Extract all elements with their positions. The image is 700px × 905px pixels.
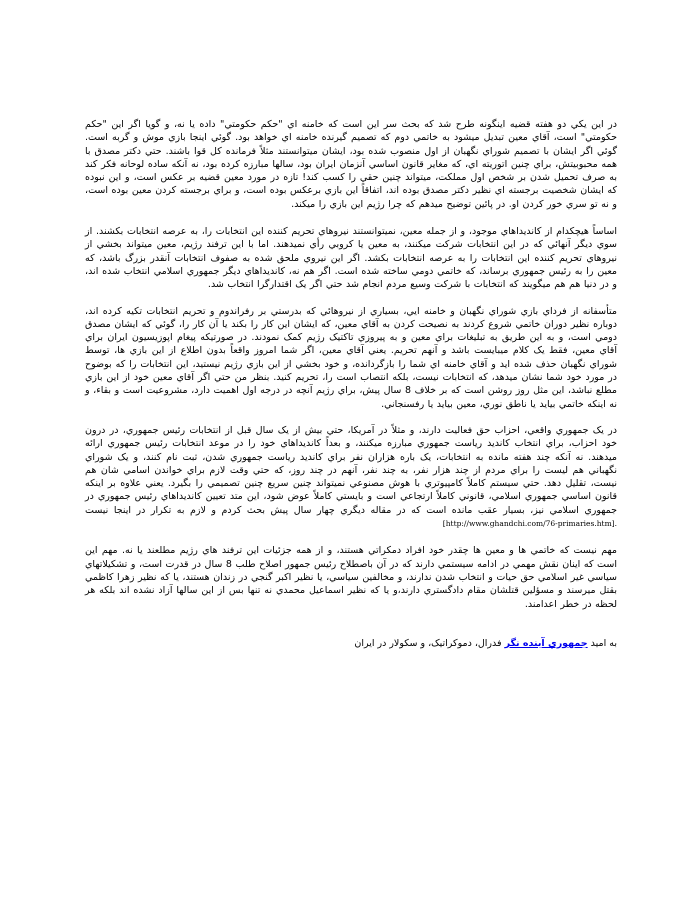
paragraph-2: [85, 225, 617, 291]
reference-url: [http://www.ghandchi.com/76-primaries.htm].: [442, 519, 617, 529]
paragraph-5-text: مهم نيست که خاتمي ها و معين ها چقدر خود افراد دمکراتي هستند، و از همه جزئيات اين ترفند هاي رژيم مطلعند يا نه. مهم اين است که اينان نقش مهمي در ادامه سيستمي دارند که در آن باصطلاح رئيس جمهور اصلاح طلب 8 سال در قدرت است، و تشکيلاتهاي سياسي غير اسلامي حق حيات و انتخاب شدن ندارند، و مخالفين سياسي، يا نظير اکبر گنجي در زندان هستند، يا که نظير زهرا کاظمي بقتل ميرسند و مسؤلين قتلشان مقام دادگستري دارند،و يا که نظير اسماعيل محمدي نه تنها بس از اين سالها آزاد نشده اند بلکه هر لحظه در خطر اعدامند.: [85, 545, 617, 610]
paragraph-spacer: [85, 611, 617, 637]
paragraph-3-text: متأسفانه از فرداي بازي شوراي نگهبان و خامنه ايي، بسياري از نيروهائي که بدرستي بر رفراندوم و تحريم انتخابات تکيه کرده اند، دوباره نظير دوران خاتمي شروع کردند به نصيحت کردن به آقاي معين، که ايشان اين کار را بکند يا آن کار را، گوئي که ايشان مصدق دومي است، و به اين طريق به تبليغات براي معين و به پيروزي تاکتيک رژيم کمک نمودند. در صورتيکه پيغام اپوزيسيون ايران براي آقاي معين، فقط يک کلام ميبايست باشد و آنهم تحريم. يعني آقاي معين، اگر شما امروز واقعاً بدون اطلاع از اين بازي ها، توسط شوراي نگهبان حذف شده ايد و آقاي خامنه اي شما را بازگردانده، و خود بخشي از اين بازي رژيم نيستيد، اين انتخابات را که بوضوح در مورد خود شما نشان ميدهد، که انتخابات نيست، بلکه انتصاب است را، تحريم کنيد. بنظر من حتي اگر آقاي معين خود از اين بازي مطلع نباشد، اين مثل روز روشن است که بر خلاف 8 سال پيش، براي رژيم آنچه در درجه اول اهميت دارد، مشروعيت است و بقاء، و نه اينکه خاتمي بيايد يا ناطق نوري، معين بيايد يا رفسنجاني.: [85, 305, 617, 410]
paragraph-2-text: اساساً هيچکدام از کانديداهاي موجود، و از جمله معين، نميتوانستند نيروهاي تحريم کننده اين انتخابات را، به عرصه انتخابات بکشند. از سوي ديگر آنهائي که در اين انتخابات شرکت ميکنند، به معين يا کروبي رأي نميدهند. اما با اين ترفند رژيم، معين ميتواند بخشي از نيروهاي تحريم کننده اين انتخابات را به عرصه انتخابات بکشد. اگر اين نيروي ملحق شده به صفوف انتخابات آنقدر بزرگ باشد، که معين را به رئيس جمهوري برساند، که خاتمي دومي ساخته شده است. اگر هم نه، کانديداهاي ديگر جمهوري اسلامي انتخاب شده اند، و در دنيا هم هم ميگويند که انتخابات با شرکت وسيع مردم انجام شد حتي اگر يک اقتدارگرا انتخاب شد.: [85, 226, 617, 291]
closing-line: [85, 637, 617, 650]
paragraph-spacer: [85, 292, 617, 305]
paragraph-1-text: در اين يکي دو هفته قضيه اينگونه طرح شد که بحث سر اين است که خامنه اي "حکم حکومتي" داده يا نه، و گويا اگر اين "حکم حکومتي" است، آقاي معين تبديل ميشود به خاتمي دوم که تصميم گيرنده خامنه اي خواهد بود. گوئي اينجا بازي موش و گربه است. گوئي اگر ايشان با تصميم شوراي نگهبان از اول منصوب شده بود، ايشان ميتوانستند مثلاً فرمانده کل قوا باشند. حتي دکتر مصدق با همه محبوبيتش، براي چنين اتوريته اي، که مغاير قانون اساسي آنزمان ايران بود، سالها مبارزه کرده بود، نه آنکه ساده لوحانه فکر کند به صرف تحميل شدن بر شخص اول مملکت، ميتواند چنين حقي را کسب کند! تازه در مورد معين قضيه بر عکس است، و اين نبوده که ايشان شخصيت برجسته اي نظير دکتر مصدق بوده اند، اتفاقاً اين بازي برعکس بوده است، و براي برجسته کردن معين بوده است، و نه تو سري خور کردن او. در پائين توضيح ميدهم که چرا رژيم اين بازي را ميکند.: [85, 119, 617, 210]
paragraph-4: [85, 424, 617, 530]
closing-suffix: فدرال، دموکراتيک، و سکولار در ايران: [354, 637, 502, 649]
paragraph-3: [85, 305, 617, 411]
closing-prefix: به اميد: [590, 637, 617, 649]
future-republic-link[interactable]: جمهوري آينده نگر: [504, 637, 588, 649]
paragraph-5: [85, 544, 617, 610]
paragraph-1: [85, 118, 617, 211]
paragraph-spacer: [85, 211, 617, 225]
paragraph-spacer: [85, 411, 617, 424]
paragraph-4-text: در يک جمهوري واقعي، احزاب حق فعاليت دارند، و مثلاً در آمريکا، حتي بيش از يک سال قبل از انتخابات رئيس جمهوري، در درون خود احزاب، براي انتخاب کانديد رياست جمهوري مبارزه ميکنند، و بعداً کانديداهاي خود را در موعد انتخابات رئيس جمهوري ارائه ميدهند. نه آنکه چند هفته مانده به انتخابات، يک باره هزاران نفر براي کانديد رياست جمهوري شدن، ثبت نام کنند، و يک شوراي نگهباني هم ليست را براي مردم از چند هزار نفر، به چند نفر، آنهم در چند روز، که حتي وقت لازم براي خواندن اسامي شان هم نيست، تقليل دهد. حتي سيستم کاملاً کامپيوتري با هوش مصنوعي نميتواند چنين سريع چنين تصميمي را بگيرد. يعني علاوه بر اينکه قانون اساسي جمهوري اسلامي، قانوني کاملاً ارتجاعي است و بايستي کاملاً عوض شود، اين متد تعيين کانديداهاي رئيس جمهوري در جمهوري اسلامي نيز، بسيار عقب مانده است که در مقاله ديگري چهار سال پيش بحث کردم و لازم به تکرار در اينجا نيست: [85, 424, 617, 516]
paragraph-spacer: [85, 530, 617, 544]
document-page: [85, 118, 617, 650]
